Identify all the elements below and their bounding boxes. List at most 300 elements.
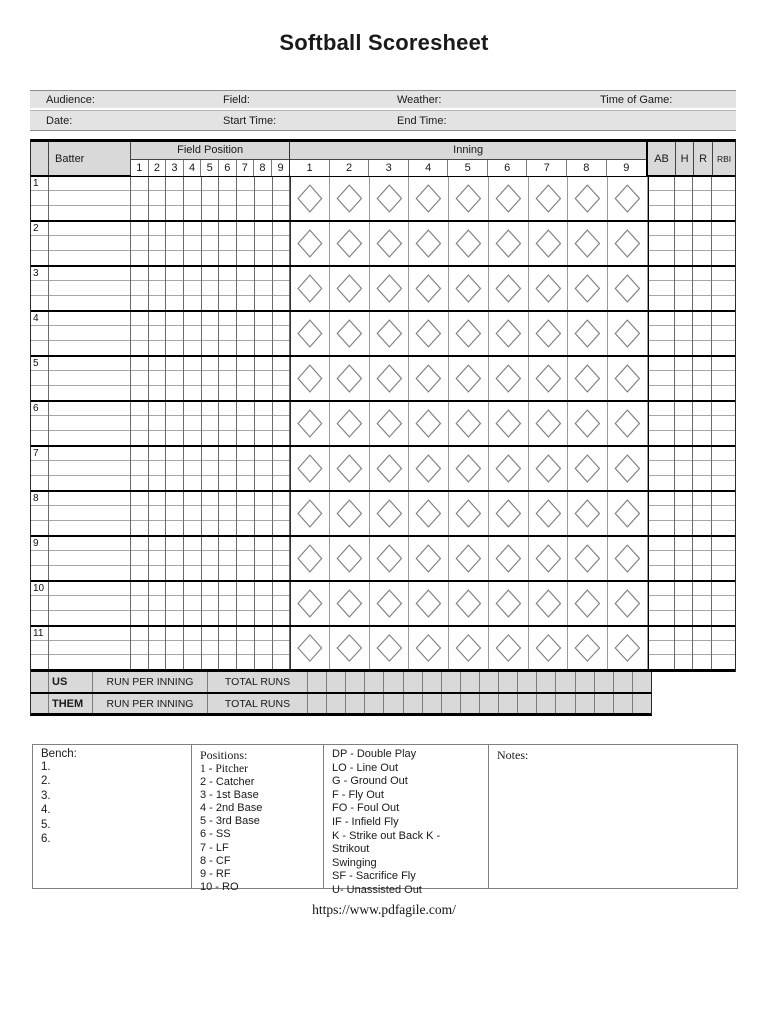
rbi-stat-cell-line[interactable] [712, 551, 735, 565]
field-position-cell-line[interactable] [202, 566, 219, 580]
run-score-cell[interactable] [384, 672, 403, 692]
h-stat-cell-line[interactable] [675, 191, 692, 205]
field-position-cell-line[interactable] [202, 191, 219, 205]
field-position-cell-line[interactable] [166, 611, 183, 625]
field-position-cell-line[interactable] [131, 341, 148, 355]
r-stat-cell-line[interactable] [693, 281, 711, 295]
inning-scoring-cell[interactable] [489, 447, 529, 490]
rbi-stat-cell-line[interactable] [712, 267, 735, 281]
r-stat-cell-line[interactable] [693, 236, 711, 250]
run-score-cell[interactable] [537, 672, 556, 692]
rbi-stat-cell-line[interactable] [712, 596, 735, 610]
r-stat-cell-line[interactable] [693, 476, 711, 490]
rbi-stat-cell-line[interactable] [712, 326, 735, 340]
field-position-cell-line[interactable] [237, 206, 254, 220]
field-position-cell-line[interactable] [184, 582, 201, 596]
field-position-cell-line[interactable] [202, 582, 219, 596]
field-position-cell-line[interactable] [202, 461, 219, 475]
r-stat-cell-line[interactable] [693, 447, 711, 461]
r-stat-cell-line[interactable] [693, 416, 711, 430]
batter-name-cell-line[interactable] [49, 341, 130, 355]
date-field[interactable] [72, 111, 207, 130]
batter-name-cell-line[interactable] [49, 655, 130, 669]
inning-scoring-cell[interactable] [290, 177, 330, 220]
field-position-cell-line[interactable] [273, 281, 290, 295]
run-score-cell[interactable] [556, 672, 575, 692]
field-position-cell-line[interactable] [255, 267, 272, 281]
field-position-cell-line[interactable] [237, 492, 254, 506]
inning-scoring-cell[interactable] [370, 267, 410, 310]
h-stat-cell-line[interactable] [675, 566, 692, 580]
run-score-cell[interactable] [404, 694, 423, 713]
inning-scoring-cell[interactable] [409, 357, 449, 400]
field-position-cell-line[interactable] [237, 357, 254, 371]
inning-scoring-cell[interactable] [489, 492, 529, 535]
field-position-cell-line[interactable] [273, 326, 290, 340]
bench-slot[interactable]: 1. [41, 761, 51, 773]
batter-name-cell-line[interactable] [49, 402, 130, 416]
field-position-cell-line[interactable] [149, 492, 166, 506]
rbi-stat-cell-line[interactable] [712, 312, 735, 326]
run-score-cell[interactable] [499, 672, 518, 692]
inning-scoring-cell[interactable] [409, 312, 449, 355]
field-position-cell-line[interactable] [219, 267, 236, 281]
ab-stat-cell-line[interactable] [649, 371, 674, 385]
field-position-cell-line[interactable] [166, 341, 183, 355]
ab-stat-cell-line[interactable] [649, 582, 674, 596]
field-position-cell-line[interactable] [255, 611, 272, 625]
field-position-cell-line[interactable] [149, 476, 166, 490]
field-position-cell-line[interactable] [184, 341, 201, 355]
field-position-cell-line[interactable] [237, 596, 254, 610]
r-stat-cell-line[interactable] [693, 461, 711, 475]
field-position-cell-line[interactable] [131, 566, 148, 580]
field-position-cell-line[interactable] [219, 341, 236, 355]
field-position-cell-line[interactable] [184, 371, 201, 385]
rbi-stat-cell-line[interactable] [712, 461, 735, 475]
field-position-cell-line[interactable] [219, 236, 236, 250]
bench-slot[interactable]: 5. [41, 818, 51, 831]
field-position-cell-line[interactable] [255, 537, 272, 551]
h-stat-cell-line[interactable] [675, 431, 692, 445]
field-position-cell-line[interactable] [273, 341, 290, 355]
field-position-cell-line[interactable] [149, 641, 166, 655]
run-score-cell[interactable] [423, 694, 442, 713]
end-time-field[interactable] [447, 111, 736, 130]
batter-name-cell-line[interactable] [49, 596, 130, 610]
field-position-cell-line[interactable] [149, 537, 166, 551]
field-position-cell-line[interactable] [184, 281, 201, 295]
field-position-cell-line[interactable] [202, 386, 219, 400]
field-position-cell-line[interactable] [184, 312, 201, 326]
rbi-stat-cell-line[interactable] [712, 537, 735, 551]
start-time-field[interactable] [276, 111, 381, 130]
r-stat-cell-line[interactable] [693, 611, 711, 625]
field-position-cell-line[interactable] [273, 402, 290, 416]
field-position-cell-line[interactable] [166, 655, 183, 669]
field-position-cell-line[interactable] [166, 566, 183, 580]
inning-scoring-cell[interactable] [290, 402, 330, 445]
field-position-cell-line[interactable] [219, 357, 236, 371]
ab-stat-cell-line[interactable] [649, 566, 674, 580]
run-score-cell[interactable] [346, 694, 365, 713]
run-score-cell[interactable] [365, 672, 384, 692]
r-stat-cell-line[interactable] [693, 357, 711, 371]
field-position-cell-line[interactable] [202, 236, 219, 250]
h-stat-cell-line[interactable] [675, 341, 692, 355]
field-position-cell-line[interactable] [202, 611, 219, 625]
field-position-cell-line[interactable] [273, 177, 290, 191]
inning-scoring-cell[interactable] [608, 177, 648, 220]
field-position-cell-line[interactable] [202, 326, 219, 340]
bench-slot[interactable]: 2. [41, 775, 51, 788]
field-position-cell-line[interactable] [273, 357, 290, 371]
run-score-cell[interactable] [595, 672, 614, 692]
field-position-cell-line[interactable] [255, 655, 272, 669]
field-position-cell-line[interactable] [149, 596, 166, 610]
inning-scoring-cell[interactable] [409, 267, 449, 310]
field-position-cell-line[interactable] [255, 461, 272, 475]
run-score-cell[interactable] [518, 694, 537, 713]
field-position-cell-line[interactable] [255, 566, 272, 580]
ab-stat-cell-line[interactable] [649, 476, 674, 490]
field-position-cell-line[interactable] [237, 251, 254, 265]
rbi-stat-cell-line[interactable] [712, 566, 735, 580]
batter-name-cell-line[interactable] [49, 582, 130, 596]
field-position-cell-line[interactable] [166, 461, 183, 475]
field-position-cell-line[interactable] [237, 566, 254, 580]
h-stat-cell-line[interactable] [675, 416, 692, 430]
rbi-stat-cell-line[interactable] [712, 281, 735, 295]
h-stat-cell-line[interactable] [675, 611, 692, 625]
batter-name-cell-line[interactable] [49, 236, 130, 250]
field-position-cell-line[interactable] [149, 566, 166, 580]
field-position-cell-line[interactable] [237, 177, 254, 191]
inning-scoring-cell[interactable] [290, 312, 330, 355]
inning-scoring-cell[interactable] [290, 537, 330, 580]
inning-scoring-cell[interactable] [529, 402, 569, 445]
inning-scoring-cell[interactable] [290, 627, 330, 669]
ab-stat-cell-line[interactable] [649, 492, 674, 506]
field-position-cell-line[interactable] [166, 312, 183, 326]
inning-scoring-cell[interactable] [409, 222, 449, 265]
field-position-cell-line[interactable] [273, 206, 290, 220]
field-position-cell-line[interactable] [219, 492, 236, 506]
field-position-cell-line[interactable] [184, 296, 201, 310]
notes-column[interactable] [489, 745, 737, 888]
rbi-stat-cell-line[interactable] [712, 447, 735, 461]
ab-stat-cell-line[interactable] [649, 222, 674, 236]
field-position-cell-line[interactable] [166, 281, 183, 295]
r-stat-cell-line[interactable] [693, 206, 711, 220]
r-stat-cell-line[interactable] [693, 267, 711, 281]
r-stat-cell-line[interactable] [693, 551, 711, 565]
field-position-cell-line[interactable] [131, 236, 148, 250]
rbi-stat-cell-line[interactable] [712, 416, 735, 430]
ab-stat-cell-line[interactable] [649, 191, 674, 205]
r-stat-cell-line[interactable] [693, 596, 711, 610]
field-position-cell-line[interactable] [219, 191, 236, 205]
field-position-cell-line[interactable] [237, 296, 254, 310]
field-position-cell-line[interactable] [149, 611, 166, 625]
inning-scoring-cell[interactable] [489, 402, 529, 445]
field-position-cell-line[interactable] [184, 596, 201, 610]
field-position-cell-line[interactable] [273, 476, 290, 490]
h-stat-cell-line[interactable] [675, 551, 692, 565]
run-score-cell[interactable] [576, 672, 595, 692]
field-position-cell-line[interactable] [184, 655, 201, 669]
inning-scoring-cell[interactable] [529, 312, 569, 355]
batter-name-cell-line[interactable] [49, 177, 130, 191]
ab-stat-cell-line[interactable] [649, 357, 674, 371]
field-position-cell-line[interactable] [184, 551, 201, 565]
r-stat-cell-line[interactable] [693, 386, 711, 400]
field-position-cell-line[interactable] [273, 566, 290, 580]
field-position-cell-line[interactable] [219, 431, 236, 445]
field-position-cell-line[interactable] [237, 312, 254, 326]
field-position-cell-line[interactable] [202, 596, 219, 610]
rbi-stat-cell-line[interactable] [712, 296, 735, 310]
field-position-cell-line[interactable] [255, 177, 272, 191]
field-position-cell-line[interactable] [184, 447, 201, 461]
field-position-cell-line[interactable] [273, 431, 290, 445]
field-position-cell-line[interactable] [273, 296, 290, 310]
inning-scoring-cell[interactable] [449, 222, 489, 265]
r-stat-cell-line[interactable] [693, 537, 711, 551]
field-position-cell-line[interactable] [273, 537, 290, 551]
inning-scoring-cell[interactable] [290, 582, 330, 625]
rbi-stat-cell-line[interactable] [712, 236, 735, 250]
h-stat-cell-line[interactable] [675, 236, 692, 250]
inning-scoring-cell[interactable] [370, 492, 410, 535]
field-position-cell-line[interactable] [149, 206, 166, 220]
field-position-cell-line[interactable] [184, 326, 201, 340]
h-stat-cell-line[interactable] [675, 281, 692, 295]
inning-scoring-cell[interactable] [449, 627, 489, 669]
batter-name-cell-line[interactable] [49, 566, 130, 580]
field-position-cell-line[interactable] [131, 476, 148, 490]
field-position-cell-line[interactable] [131, 506, 148, 520]
field-position-cell-line[interactable] [219, 461, 236, 475]
bench-slot[interactable]: 6. [41, 833, 51, 846]
field-position-cell-line[interactable] [166, 251, 183, 265]
rbi-stat-cell-line[interactable] [712, 655, 735, 669]
inning-scoring-cell[interactable] [529, 267, 569, 310]
h-stat-cell-line[interactable] [675, 267, 692, 281]
ab-stat-cell-line[interactable] [649, 281, 674, 295]
inning-scoring-cell[interactable] [330, 492, 370, 535]
inning-scoring-cell[interactable] [449, 312, 489, 355]
field-position-cell-line[interactable] [166, 431, 183, 445]
batter-name-cell-line[interactable] [49, 222, 130, 236]
field-position-cell-line[interactable] [273, 521, 290, 535]
field-position-cell-line[interactable] [184, 267, 201, 281]
field-position-cell-line[interactable] [202, 371, 219, 385]
batter-name-cell-line[interactable] [49, 267, 130, 281]
weather-field[interactable] [441, 91, 584, 108]
r-stat-cell-line[interactable] [693, 222, 711, 236]
field-position-cell-line[interactable] [219, 627, 236, 641]
field-position-cell-line[interactable] [237, 431, 254, 445]
field-position-cell-line[interactable] [131, 431, 148, 445]
run-score-cell[interactable] [442, 694, 461, 713]
inning-scoring-cell[interactable] [290, 492, 330, 535]
inning-scoring-cell[interactable] [409, 537, 449, 580]
inning-scoring-cell[interactable] [489, 537, 529, 580]
field-position-cell-line[interactable] [237, 371, 254, 385]
rbi-stat-cell-line[interactable] [712, 521, 735, 535]
r-stat-cell-line[interactable] [693, 627, 711, 641]
field-position-cell-line[interactable] [184, 357, 201, 371]
rbi-stat-cell-line[interactable] [712, 611, 735, 625]
field-position-cell-line[interactable] [184, 222, 201, 236]
field-position-cell-line[interactable] [237, 267, 254, 281]
field-position-cell-line[interactable] [202, 296, 219, 310]
rbi-stat-cell-line[interactable] [712, 386, 735, 400]
field-position-cell-line[interactable] [149, 506, 166, 520]
rbi-stat-cell-line[interactable] [712, 627, 735, 641]
field-position-cell-line[interactable] [149, 402, 166, 416]
batter-name-cell-line[interactable] [49, 521, 130, 535]
field-position-cell-line[interactable] [202, 251, 219, 265]
field-position-cell-line[interactable] [149, 341, 166, 355]
field-position-cell-line[interactable] [149, 655, 166, 669]
inning-scoring-cell[interactable] [568, 267, 608, 310]
field-position-cell-line[interactable] [237, 521, 254, 535]
r-stat-cell-line[interactable] [693, 492, 711, 506]
inning-scoring-cell[interactable] [409, 402, 449, 445]
r-stat-cell-line[interactable] [693, 402, 711, 416]
ab-stat-cell-line[interactable] [649, 641, 674, 655]
batter-name-cell-line[interactable] [49, 461, 130, 475]
inning-scoring-cell[interactable] [608, 537, 648, 580]
field-position-cell-line[interactable] [255, 476, 272, 490]
batter-name-cell-line[interactable] [49, 191, 130, 205]
field-position-cell-line[interactable] [184, 537, 201, 551]
field-position-cell-line[interactable] [202, 341, 219, 355]
ab-stat-cell-line[interactable] [649, 251, 674, 265]
inning-scoring-cell[interactable] [529, 447, 569, 490]
field-position-cell-line[interactable] [237, 641, 254, 655]
field-position-cell-line[interactable] [149, 251, 166, 265]
inning-scoring-cell[interactable] [568, 627, 608, 669]
run-score-cell[interactable] [384, 694, 403, 713]
field-position-cell-line[interactable] [219, 222, 236, 236]
field-position-cell-line[interactable] [166, 627, 183, 641]
field-position-cell-line[interactable] [255, 296, 272, 310]
ab-stat-cell-line[interactable] [649, 627, 674, 641]
field-position-cell-line[interactable] [131, 402, 148, 416]
h-stat-cell-line[interactable] [675, 296, 692, 310]
field-position-cell-line[interactable] [149, 461, 166, 475]
inning-scoring-cell[interactable] [529, 177, 569, 220]
ab-stat-cell-line[interactable] [649, 506, 674, 520]
inning-scoring-cell[interactable] [489, 267, 529, 310]
r-stat-cell-line[interactable] [693, 251, 711, 265]
inning-scoring-cell[interactable] [489, 357, 529, 400]
field-position-cell-line[interactable] [184, 177, 201, 191]
field-position-cell-line[interactable] [219, 641, 236, 655]
field-position-cell-line[interactable] [202, 312, 219, 326]
ab-stat-cell-line[interactable] [649, 596, 674, 610]
inning-scoring-cell[interactable] [568, 402, 608, 445]
field-position-cell-line[interactable] [237, 611, 254, 625]
field-position-cell-line[interactable] [273, 371, 290, 385]
field-position-cell-line[interactable] [166, 371, 183, 385]
field-position-cell-line[interactable] [202, 641, 219, 655]
inning-scoring-cell[interactable] [608, 402, 648, 445]
field-position-cell-line[interactable] [237, 627, 254, 641]
inning-scoring-cell[interactable] [409, 627, 449, 669]
batter-name-cell-line[interactable] [49, 296, 130, 310]
field-position-cell-line[interactable] [131, 312, 148, 326]
run-score-cell[interactable] [480, 694, 499, 713]
r-stat-cell-line[interactable] [693, 431, 711, 445]
field-position-cell-line[interactable] [149, 627, 166, 641]
field-position-cell-line[interactable] [149, 371, 166, 385]
inning-scoring-cell[interactable] [370, 222, 410, 265]
field-position-cell-line[interactable] [255, 551, 272, 565]
h-stat-cell-line[interactable] [675, 582, 692, 596]
ab-stat-cell-line[interactable] [649, 341, 674, 355]
field-position-cell-line[interactable] [273, 191, 290, 205]
inning-scoring-cell[interactable] [330, 537, 370, 580]
field-position-cell-line[interactable] [149, 582, 166, 596]
ab-stat-cell-line[interactable] [649, 655, 674, 669]
field-position-cell-line[interactable] [202, 431, 219, 445]
field-position-cell-line[interactable] [166, 582, 183, 596]
inning-scoring-cell[interactable] [449, 447, 489, 490]
ab-stat-cell-line[interactable] [649, 611, 674, 625]
field-position-cell-line[interactable] [131, 386, 148, 400]
field-position-cell-line[interactable] [202, 447, 219, 461]
field-position-cell-line[interactable] [149, 416, 166, 430]
rbi-stat-cell-line[interactable] [712, 357, 735, 371]
field-position-cell-line[interactable] [273, 267, 290, 281]
run-score-cell[interactable] [365, 694, 384, 713]
field-position-cell-line[interactable] [255, 521, 272, 535]
batter-name-cell-line[interactable] [49, 326, 130, 340]
run-score-cell[interactable] [308, 672, 327, 692]
field-position-cell-line[interactable] [255, 191, 272, 205]
inning-scoring-cell[interactable] [370, 537, 410, 580]
batter-name-cell-line[interactable] [49, 312, 130, 326]
field-position-cell-line[interactable] [166, 326, 183, 340]
r-stat-cell-line[interactable] [693, 191, 711, 205]
field-position-cell-line[interactable] [149, 236, 166, 250]
field-position-cell-line[interactable] [131, 447, 148, 461]
inning-scoring-cell[interactable] [330, 357, 370, 400]
r-stat-cell-line[interactable] [693, 312, 711, 326]
field-position-cell-line[interactable] [255, 492, 272, 506]
field-position-cell-line[interactable] [237, 537, 254, 551]
field-position-cell-line[interactable] [273, 596, 290, 610]
field-position-cell-line[interactable] [131, 177, 148, 191]
inning-scoring-cell[interactable] [330, 267, 370, 310]
inning-scoring-cell[interactable] [529, 492, 569, 535]
inning-scoring-cell[interactable] [370, 312, 410, 355]
field-position-cell-line[interactable] [184, 506, 201, 520]
field-position-cell-line[interactable] [149, 177, 166, 191]
field-position-cell-line[interactable] [149, 296, 166, 310]
rbi-stat-cell-line[interactable] [712, 492, 735, 506]
ab-stat-cell-line[interactable] [649, 431, 674, 445]
field-position-cell-line[interactable] [202, 655, 219, 669]
field-position-cell-line[interactable] [237, 416, 254, 430]
r-stat-cell-line[interactable] [693, 566, 711, 580]
r-stat-cell-line[interactable] [693, 655, 711, 669]
field-position-cell-line[interactable] [237, 402, 254, 416]
